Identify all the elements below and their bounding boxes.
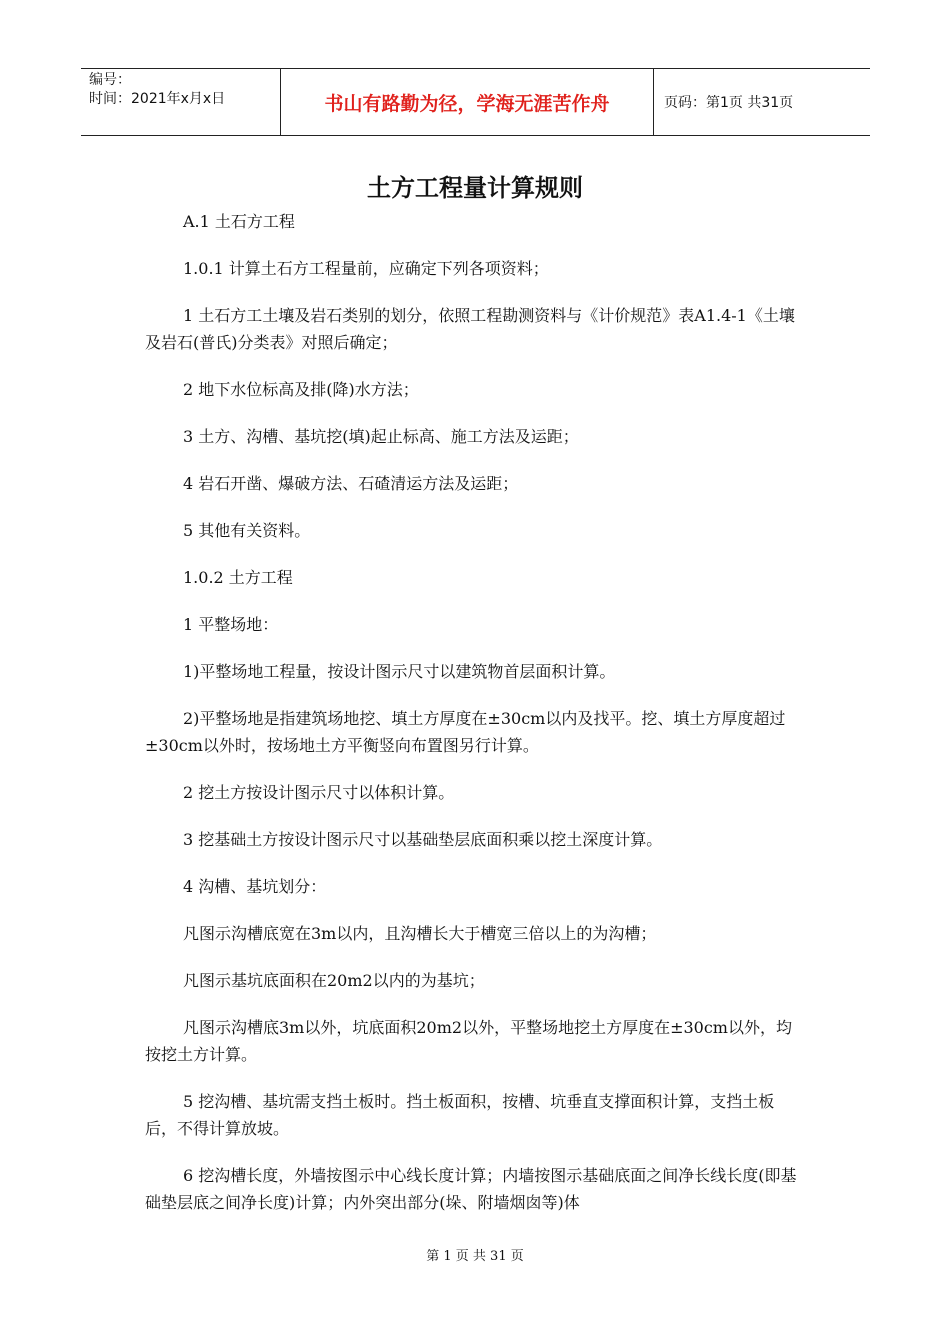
paragraph: 1 平整场地： <box>183 615 279 634</box>
paragraph: 凡图示沟槽底3m以外，坑底面积20m2以外，平整场地挖土方厚度在±30cm以外，均按挖土方计算。 <box>145 1018 792 1064</box>
paragraph: 5 挖沟槽、基坑需支挡土板时。挡土板面积，按槽、坑垂直支撑面积计算，支挡土板后，不得计算放坡。 <box>145 1092 775 1138</box>
paragraph: 凡图示沟槽底宽在3m以内，且沟槽长大于槽宽三倍以上的为沟槽； <box>183 924 657 943</box>
number-label: 编号： <box>89 72 131 88</box>
page-footer: 第 1 页 共 31 页 <box>426 1249 524 1264</box>
time-label: 时间：2021年x月x日 <box>89 91 226 107</box>
paragraph: 4 沟槽、基坑划分： <box>183 877 327 896</box>
paragraph: 1.0.2 土方工程 <box>183 568 293 587</box>
paragraph: 1.0.1 计算土石方工程量前，应确定下列各项资料； <box>183 259 549 278</box>
paragraph: 3 挖基础土方按设计图示尺寸以基础垫层底面积乘以挖土深度计算。 <box>183 830 663 849</box>
paragraph: 1 土石方工土壤及岩石类别的划分，依照工程勘测资料与《计价规范》表A1.4-1《土壤及岩石(普氏)分类表》对照后确定； <box>145 306 795 352</box>
document-body <box>145 208 805 1216</box>
paragraph: 2 挖土方按设计图示尺寸以体积计算。 <box>183 783 455 802</box>
document-title: 土方工程量计算规则 <box>367 174 583 202</box>
paragraph: 凡图示基坑底面积在20m2以内的为基坑； <box>183 971 485 990</box>
paragraph: 6 挖沟槽长度，外墙按图示中心线长度计算；内墙按图示基础底面之间净长线长度(即基础垫层底之间净长度)计算；内外突出部分(垛、附墙烟囱等)体 <box>145 1166 797 1212</box>
document-header <box>81 68 870 136</box>
paragraph: 4 岩石开凿、爆破方法、石碴清运方法及运距； <box>183 474 519 493</box>
paragraph: 3 土方、沟槽、基坑挖(填)起止标高、施工方法及运距； <box>183 427 579 446</box>
header-motto: 书山有路勤为径，学海无涯苦作舟 <box>281 69 654 135</box>
paragraph: 5 其他有关资料。 <box>183 521 311 540</box>
paragraph: 2 地下水位标高及排(降)水方法； <box>183 380 419 399</box>
paragraph: A.1 土石方工程 <box>183 212 295 231</box>
paragraph: 2)平整场地是指建筑场地挖、填土方厚度在±30cm以内及找平。挖、填土方厚度超过±30cm以外时，按场地土方平衡竖向布置图另行计算。 <box>145 709 786 755</box>
paragraph: 1)平整场地工程量，按设计图示尺寸以建筑物首层面积计算。 <box>183 662 616 681</box>
header-meta <box>81 69 281 135</box>
header-page-info: 页码：第1页 共31页 <box>664 95 794 111</box>
